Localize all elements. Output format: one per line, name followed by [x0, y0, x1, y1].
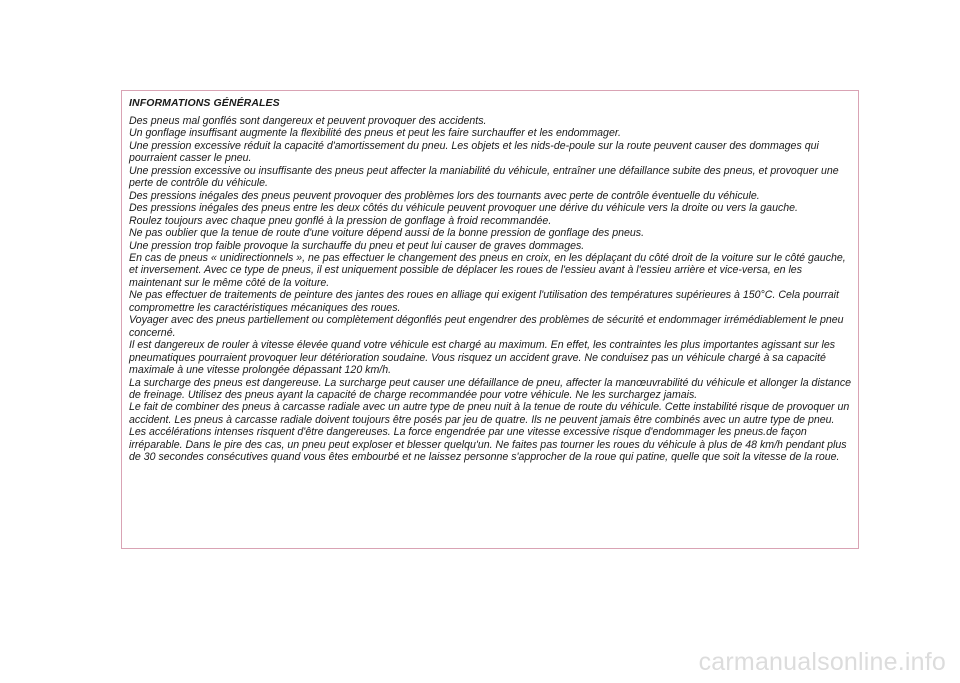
- warning-paragraph: Des pressions inégales des pneus peuvent provoquer des problèmes lors des tournants avec perte de contrôle éventuelle du véhicule.: [129, 189, 760, 202]
- section-title: INFORMATIONS GÉNÉRALES: [129, 97, 280, 109]
- warning-paragraph: Voyager avec des pneus partiellement ou complètement dégonflés peut engendrer des problèmes de sécurité et endommager irrémédiablement le pneu concerné.: [129, 314, 844, 339]
- warning-paragraph: Une pression excessive ou insuffisante des pneus peut affecter la maniabilité du véhicule, entraîner une défaillance subite des pneus, et provoquer une perte de contrôle du véhicule.: [129, 164, 839, 190]
- warning-paragraph: Le fait de combiner des pneus à carcasse radiale avec un autre type de pneu nuit à la tenue de route du véhicule. Cette instabilité risque de provoquer un accident. Les pneus à carcasse radiale doivent toujours être posés par jeu de quatre. Ils ne peuvent jamais être combinés avec un autre type de pneu.: [129, 401, 850, 426]
- warning-paragraph: Ne pas oublier que la tenue de route d'une voiture dépend aussi de la bonne pression de gonflage des pneus.: [129, 227, 645, 240]
- warning-paragraph: Ne pas effectuer de traitements de peinture des jantes des roues en alliage qui exigent l'utilisation des températures supérieures à 150°C. Cela pourrait compromettre les caractéristiques mécaniques des roues.: [129, 289, 839, 314]
- warning-paragraph: Une pression excessive réduit la capacité d'amortissement du pneu. Les objets et les nids-de-poule sur la route peuvent causer des dommages qui pourraient casser le pneu.: [129, 139, 819, 165]
- warning-paragraph: Les accélérations intenses risquent d'être dangereuses. La force engendrée par une vitesse excessive risque d'endommager les pneus.de façon irréparable. Dans le pire des cas, un pneu peut exploser et blesser quelqu'un. Ne faites pas tourner les roues du véhicule à plus de 48 km/h pendant plus de 30 secondes consécutives quand vous êtes embourbé et ne laissez personne s'approcher de la roue qui patine, quelle que soit la vitesse de la roue.: [129, 426, 847, 464]
- warning-paragraph: Un gonflage insuffisant augmente la flexibilité des pneus et peut les faire surchauffer et les endommager.: [129, 127, 621, 140]
- warning-box: [121, 90, 859, 549]
- warning-paragraph: Des pneus mal gonflés sont dangereux et peuvent provoquer des accidents.: [129, 115, 487, 127]
- warning-paragraph: En cas de pneus « unidirectionnels », ne pas effectuer le changement des pneus en croix, en les déplaçant du côté droit de la voiture sur le côté gauche, et inversement. Avec ce type de pneus, il est uniquement possible de déplacer les roues de l'essieu avant à l'essieu arrière et vice-versa, en les maintenant sur le même côté de la voiture.: [129, 251, 846, 289]
- warning-paragraph: Il est dangereux de rouler à vitesse élevée quand votre véhicule est chargé au maximum. En effet, les contraintes les plus importantes agissant sur les pneumatiques pourraient provoquer leur détérioration soudaine. Vous risquez un accident grave. Ne conduisez pas un véhicule chargé à sa capacité maximale à une vitesse prolongée dépassant 120 km/h.: [129, 339, 836, 377]
- warning-paragraph: La surcharge des pneus est dangereuse. La surcharge peut causer une défaillance de pneu, affecter la manœuvrabilité du véhicule et allonger la distance de freinage. Utilisez des pneus ayant la capacité de charge recommandée pour votre véhicule. Ne les surchargez jamais.: [129, 376, 852, 401]
- warning-paragraph: Des pressions inégales des pneus entre les deux côtés du véhicule peuvent provoquer une dérive du véhicule vers la droite ou vers la gauche.: [129, 202, 798, 215]
- watermark-text: carmanualsonline.info: [698, 648, 946, 676]
- warning-paragraph: Roulez toujours avec chaque pneu gonflé à la pression de gonflage à froid recommandée.: [129, 214, 552, 227]
- warning-paragraph: Une pression trop faible provoque la surchauffe du pneu et peut lui causer de graves dommages.: [129, 239, 585, 252]
